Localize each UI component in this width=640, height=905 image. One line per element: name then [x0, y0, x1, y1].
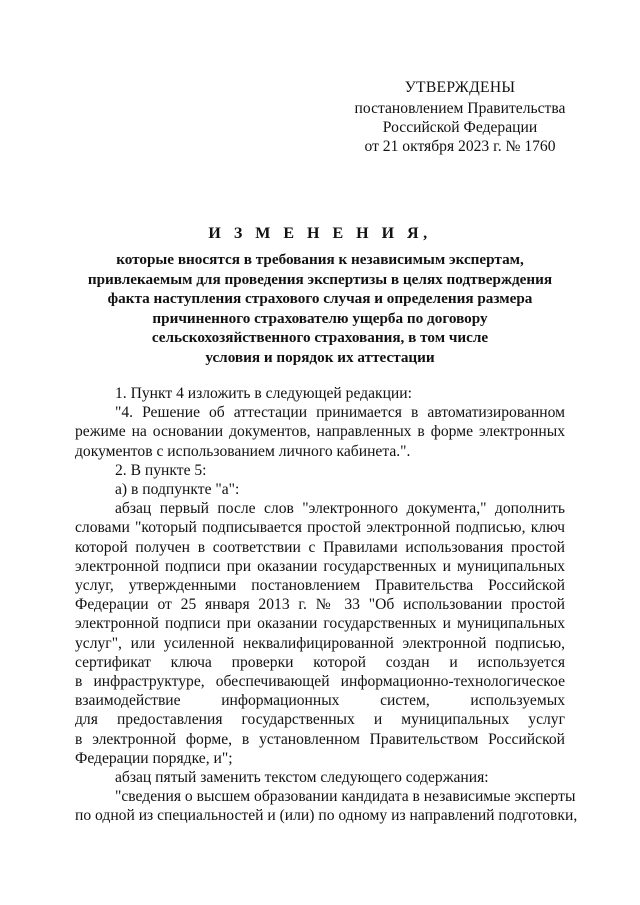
subtitle-line: причиненного страхователю ущерба по договору: [152, 309, 488, 327]
paragraph-line: Федерации от 25 января 2013 г. № 33 "Об использовании простой: [75, 596, 565, 614]
subtitle-line: привлекаемым для проведения экспертизы в целях подтверждения: [87, 270, 553, 288]
document-body: [75, 384, 578, 826]
paragraph-line: в электронной форме, в установленном Правительством Российской: [75, 730, 565, 748]
paragraph-line: электронной подписи при оказании государственных и муниципальных: [75, 615, 565, 633]
paragraph-line: "4. Решение об аттестации принимается в автоматизированном: [115, 404, 565, 422]
paragraph-line: режиме на основании документов, направленных в форме электронных: [75, 423, 565, 441]
paragraph-line: по одной из специальностей и (или) по одному из направлений подготовки,: [75, 807, 578, 825]
subtitle-line: которые вносятся в требования к независимым экспертам,: [116, 251, 524, 268]
approval-line-3: от 21 октября 2023 г. № 1760: [364, 138, 556, 155]
paragraph-line: в инфраструктуре, обеспечивающей информационно-технологическое: [75, 673, 565, 691]
approval-line-2: Российской Федерации: [382, 119, 538, 136]
subtitle-line: сельскохозяйственного страхования, в том числе: [151, 329, 489, 346]
subtitle-line: факта наступления страхового случая и определения размера: [107, 290, 533, 307]
paragraph-line: сертификат ключа проверки которой создан и используется: [75, 653, 565, 671]
paragraph-line: взаимодействие информационных систем, используемых: [75, 692, 565, 710]
paragraph-5: [75, 499, 565, 768]
subtitle-line: условия и порядок их аттестации: [205, 348, 435, 366]
approval-stamp: [330, 78, 590, 156]
paragraph-line: электронной подписи при оказании государственных и муниципальных: [75, 557, 565, 575]
paragraph-line: "сведения о высшем образовании кандидата в независимые эксперты: [115, 788, 576, 806]
paragraph-2: [75, 403, 565, 461]
paragraph-line: которой получен в соответствии с Правилами использования простой: [75, 538, 565, 556]
paragraph-line: для предоставления государственных и муниципальных услуг: [75, 711, 565, 729]
paragraph-line: документов с использованием личного кабинета.".: [75, 442, 411, 460]
approval-heading: УТВЕРЖДЕНЫ: [404, 79, 516, 96]
document-title: И З М Е Н Е Н И Я,: [208, 225, 432, 242]
paragraph-3: 2. В пункте 5:: [115, 461, 207, 479]
approval-line-1: постановлением Правительства: [354, 100, 566, 117]
document-subtitle: [60, 250, 580, 367]
paragraph-line: Федерации порядке, и";: [75, 749, 233, 767]
paragraph-line: абзац первый после слов "электронного документа," дополнить: [115, 500, 565, 518]
paragraph-1: 1. Пункт 4 изложить в следующей редакции:: [115, 385, 412, 402]
paragraph-line: услуг", или усиленной неквалифицированной электронной подписью,: [75, 634, 565, 652]
paragraph-4: а) в подпункте "а":: [115, 481, 240, 499]
paragraph-7: [75, 787, 578, 825]
paragraph-6: абзац пятый заменить текстом следующего содержания:: [115, 769, 489, 787]
paragraph-line: услуг, утвержденными постановлением Правительства Российской: [75, 577, 565, 595]
paragraph-line: словами "который подписывается простой электронной подписью, ключ: [75, 519, 565, 537]
